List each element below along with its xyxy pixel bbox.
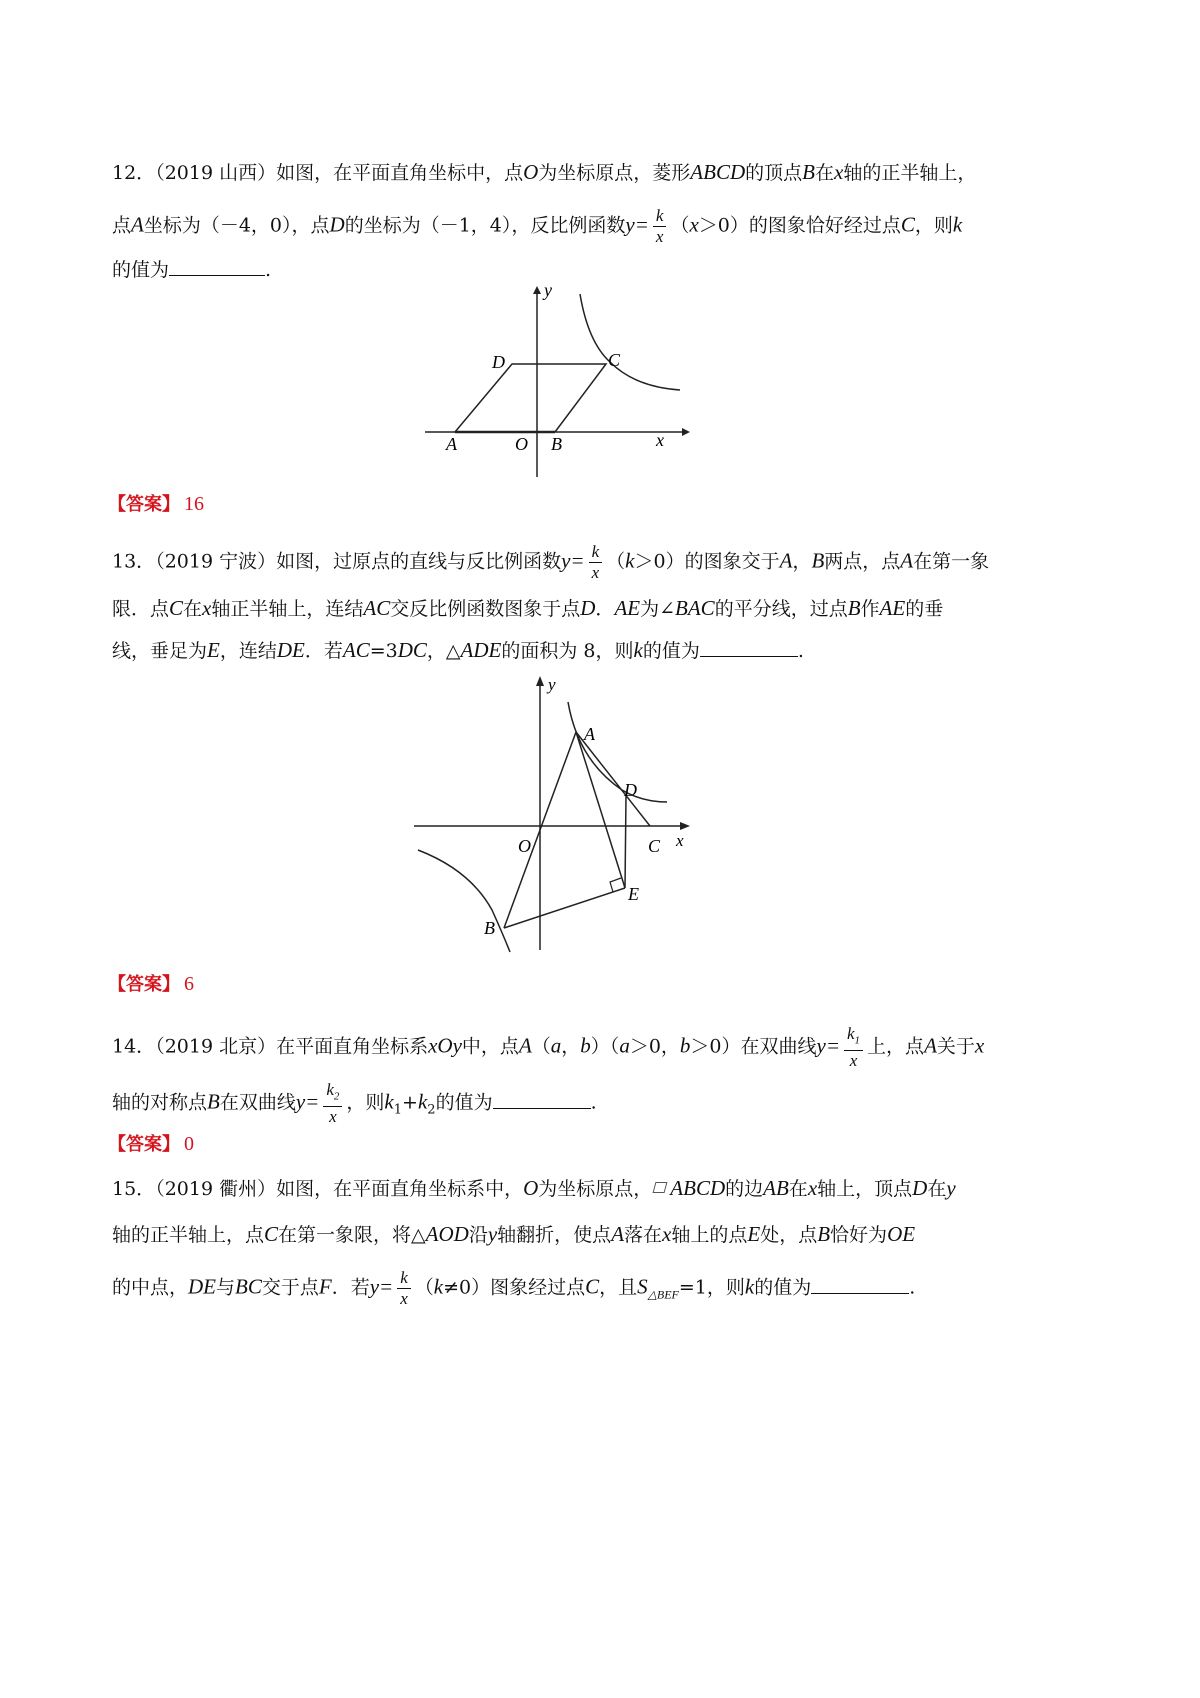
problem-13-line-1: 13．（2019 宁波）如图，过原点的直线与反比例函数y= $\frac{k}{x}$ （k＞0）的图象交于A，B两点，点A在第一象 <box>112 542 990 582</box>
x-axis-arrow <box>680 822 690 830</box>
label-y: y <box>544 282 552 300</box>
problem-source: （2019 衢州） <box>155 1178 277 1200</box>
line-ae <box>576 732 625 888</box>
problem-12-line-3: 的值为 . <box>112 259 272 281</box>
label-e: E <box>628 884 639 904</box>
x-axis-arrow <box>682 428 690 436</box>
problem-15-line-2: 轴的正半轴上，点C在第一象限，将△AOD沿y轴翻折，使点A落在x轴上的点E处，点B恰好为OE <box>112 1222 916 1246</box>
answer-value: 16 <box>184 493 204 515</box>
hyperbola-lower <box>418 850 510 952</box>
figure-12 <box>420 282 690 482</box>
answer-blank <box>493 1090 591 1109</box>
problem-number: 12． <box>112 162 156 184</box>
line-be <box>504 888 625 928</box>
label-c: C <box>648 836 661 856</box>
problem-13-line-2: 限．点C在x轴正半轴上，连结AC交反比例函数图象于点D．AE为∠BAC的平分线，过点B作AE的垂 <box>112 596 944 620</box>
label-b: B <box>484 918 495 938</box>
problem-14-answer <box>108 1130 194 1159</box>
figure-13 <box>410 670 700 955</box>
label-b: B <box>551 434 562 454</box>
problem-number: 13． <box>112 550 156 573</box>
problem-number: 15． <box>112 1178 156 1200</box>
problem-13-answer <box>108 970 194 999</box>
label-a: A <box>446 434 457 454</box>
label-a: A <box>584 724 595 744</box>
y-axis-arrow <box>533 286 541 294</box>
label-d: D <box>492 352 505 372</box>
label-y: y <box>548 675 556 694</box>
y-axis-arrow <box>536 676 544 686</box>
answer-blank <box>811 1275 909 1294</box>
problem-14-line-1: 14．（2019 北京）在平面直角坐标系xOy中，点A（a，b）（a＞0，b＞0）在双曲线y= $\frac{k_1}{x}$ 上，点A关于x <box>112 1024 985 1071</box>
problem-12-line-2: 点A坐标为（－4，0），点D的坐标为（－1，4），反比例函数y= $\frac{k}{x}$ （x＞0）的图象恰好经过点C，则k <box>112 206 963 246</box>
line-de <box>625 796 626 888</box>
hyperbola-curve <box>580 294 680 390</box>
fraction-k-over-x: $\frac{k}{x}$ <box>653 206 667 247</box>
answer-blank <box>700 638 798 657</box>
label-d: D <box>624 780 637 800</box>
rhombus-abcd <box>455 364 606 432</box>
answer-tag: 【答案】 <box>108 1134 180 1155</box>
problem-12-line-1: 12．（2019 山西）如图，在平面直角坐标中，点O为坐标原点，菱形ABCD的顶点B在x轴的正半轴上， <box>112 160 977 184</box>
fraction-k-over-x: $\frac{k}{x}$ <box>397 1268 411 1309</box>
label-c: C <box>608 350 621 370</box>
answer-value: 0 <box>184 1133 194 1155</box>
problem-source: （2019 宁波） <box>155 550 277 573</box>
label-o: O <box>515 434 528 454</box>
problem-source: （2019 山西） <box>155 162 277 184</box>
line-ac <box>576 732 650 826</box>
answer-tag: 【答案】 <box>108 494 180 515</box>
problem-12-answer <box>108 490 204 519</box>
answer-blank <box>169 257 265 276</box>
label-x: x <box>656 430 664 450</box>
problem-15-line-3: 的中点，DE与BC交于点F．若y= $\frac{k}{x}$ （k≠0）图象经过点C，且$S_{\triangle BEF}=1$，则k的值为 . <box>112 1268 916 1308</box>
problem-15-line-1: 15．（2019 衢州）如图，在平面直角坐标系中，O为坐标原点， ABCD的边AB在x轴上，顶点D在y <box>112 1176 956 1200</box>
fraction-k-over-x: $\frac{k}{x}$ <box>589 542 603 583</box>
fraction-k1-over-x: $\frac{k_1}{x}$ <box>844 1024 863 1071</box>
label-x: x <box>676 831 684 850</box>
answer-value: 6 <box>184 973 194 995</box>
answer-tag: 【答案】 <box>108 974 180 995</box>
problem-14-line-2: 轴的对称点B在双曲线y= $\frac{k_2}{x}$ ，则$k_1+k_2$的值为 . <box>112 1080 597 1127</box>
problem-13-line-3: 线，垂足为E，连结DE．若AC=3DC，△ADE的面积为 8，则k的值为 . <box>112 638 804 662</box>
label-o: O <box>518 836 531 856</box>
problem-number: 14． <box>112 1035 156 1058</box>
problem-source: （2019 北京） <box>155 1035 277 1058</box>
parallelogram-icon <box>653 1182 668 1193</box>
fraction-k2-over-x: $\frac{k_2}{x}$ <box>323 1080 342 1127</box>
